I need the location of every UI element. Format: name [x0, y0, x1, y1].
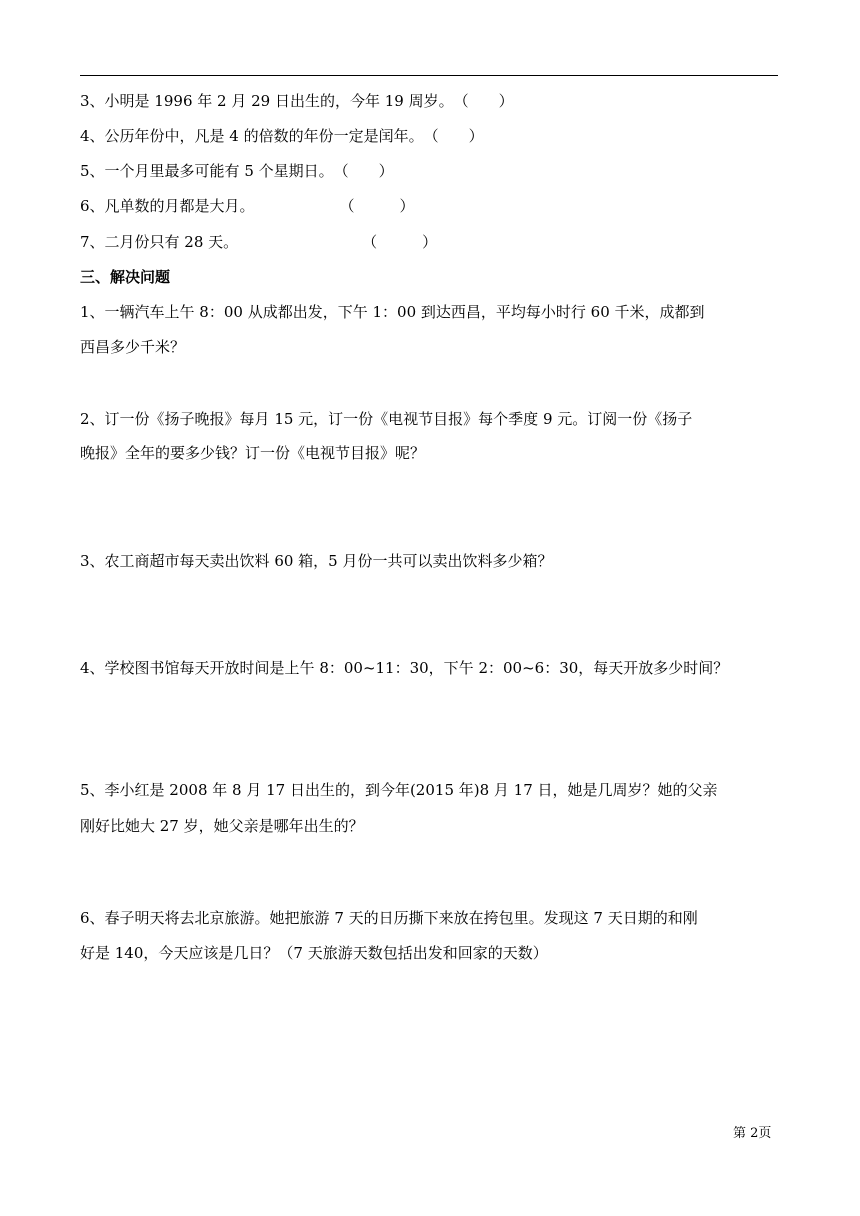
header-rule — [80, 75, 778, 76]
judge-item-4: 4、公历年份中，凡是 4 的倍数的年份一定是闰年。（ ） — [80, 127, 484, 145]
judge-item-6: 6、凡单数的月都是大月。 （ ） — [80, 197, 415, 215]
problem-5-line-1: 5、李小红是 2008 年 8 月 17 日出生的，到今年(2015 年)8 月 17 日，她是几周岁？她的父亲 — [80, 781, 718, 799]
problem-4-line-1: 4、学校图书馆每天开放时间是上午 8：00~11：30，下午 2：00~6：30，每天开放多少时间？ — [80, 659, 729, 677]
judge-item-7: 7、二月份只有 28 天。 （ ） — [80, 233, 438, 251]
answer-blank[interactable]: （ ） — [333, 162, 394, 180]
problem-1-line-2: 西昌多少千米？ — [80, 338, 186, 356]
answer-blank[interactable]: （ ） — [423, 127, 484, 145]
problem-3-line-1: 3、农工商超市每天卖出饮料 60 箱，5 月份一共可以卖出饮料多少箱？ — [80, 552, 553, 570]
problem-2-line-2: 晚报》全年的要多少钱？订一份《电视节目报》呢？ — [80, 444, 426, 462]
page-number: 第 2页 — [733, 1126, 772, 1141]
problem-2-line-1: 2、订一份《扬子晚报》每月 15 元，订一份《电视节目报》每个季度 9 元。订阅一份《扬子 — [80, 410, 693, 428]
answer-blank[interactable]: （ ） — [339, 197, 415, 215]
section-heading: 三、解决问题 — [80, 268, 171, 286]
answer-blank[interactable]: （ ） — [362, 233, 438, 251]
problem-1-line-1: 1、一辆汽车上午 8：00 从成都出发，下午 1：00 到达西昌，平均每小时行 60 千米，成都到 — [80, 303, 705, 321]
answer-blank[interactable]: （ ） — [453, 92, 514, 110]
problem-5-line-2: 刚好比她大 27 岁，她父亲是哪年出生的？ — [80, 817, 364, 835]
problem-6-line-1: 6、春子明天将去北京旅游。她把旅游 7 天的日历撕下来放在挎包里。发现这 7 天日期的和刚 — [80, 909, 698, 927]
judge-item-5: 5、一个月里最多可能有 5 个星期日。（ ） — [80, 162, 394, 180]
problem-6-line-2: 好是 140，今天应该是几日？（7 天旅游天数包括出发和回家的天数） — [80, 944, 548, 962]
judge-item-3: 3、小明是 1996 年 2 月 29 日出生的，今年 19 周岁。（ ） — [80, 92, 514, 110]
